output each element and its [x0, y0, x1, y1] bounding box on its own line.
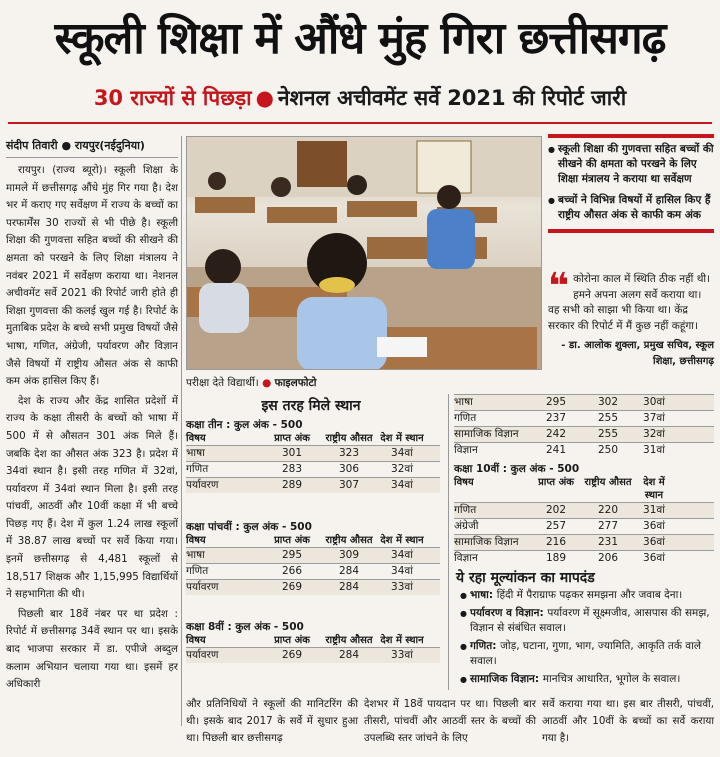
continuation-columns — [186, 696, 714, 747]
subheadline — [0, 84, 720, 112]
paragraph: और प्रतिनिधियों ने स्कूलों की मानिटरिंग की थी। इसके बाद 2017 के सर्वे में सुधार हुआ था। पिछली बार छत्तीसगढ़ — [186, 698, 358, 744]
cell-national: 277 — [597, 520, 619, 532]
cell-national: 231 — [597, 536, 619, 548]
header-subject: विषय — [186, 635, 206, 646]
table-row — [186, 477, 440, 493]
cell-rank: 34वां — [391, 479, 413, 491]
cell-subject: भाषा — [186, 447, 205, 459]
cell-subject: पर्यावरण — [186, 581, 219, 593]
table-row — [186, 445, 440, 461]
quote-text: कोरोना काल में स्थिति ठीक नहीं थी। हमने अपना अलग सर्वे कराया था। वह सभी को साझा भी किया था। केंद्र सरकार की रिपोर्ट में मैं कुछ नहीं कहूंगा। — [548, 273, 711, 332]
header-national: राष्ट्रीय औसत — [325, 535, 373, 546]
class10-table — [454, 462, 714, 566]
table-header — [186, 432, 440, 445]
subhead-rest: नेशनल अचीवमेंट सर्वे 2021 की रिपोर्ट जारी — [277, 86, 627, 110]
paragraph: पिछली बार 18वें नंबर पर था प्रदेश : रिपोर्ट में छत्तीसगढ़ 34वें स्थान पर था। इसके बाद भाजपा सरकार में डा. एपीजे अब्दुल कलाम अभियान चलाया गया था। इसमें हर अधिकारी — [6, 607, 178, 691]
table-row — [454, 410, 714, 426]
cell-rank: 31वां — [643, 504, 665, 516]
cell-national: 302 — [597, 396, 619, 408]
cell-national: 284 — [338, 581, 360, 593]
table-title: कक्षा 8वीं : कुल अंक - 500 — [186, 621, 304, 633]
divider — [8, 122, 712, 124]
evaluation-item — [460, 672, 714, 688]
cell-score: 266 — [281, 565, 303, 577]
photo-caption — [186, 376, 542, 390]
table-row — [454, 394, 714, 410]
headline: स्कूली शिक्षा में औंधे मुंह गिरा छत्तीसगढ़ — [54, 13, 666, 64]
table-row — [454, 534, 714, 550]
evaluation-title: ये रहा मूल्यांकन का मापदंड — [456, 570, 595, 586]
cell-score: 283 — [281, 463, 303, 475]
highlight-item: ● स्कूली शिक्षा की गुणवत्ता सहित बच्चों की सीखने की क्षमता को परखने के लिए शिक्षा मंत्रालय ने कराया था सर्वेक्षण — [548, 142, 714, 187]
cell-score: 301 — [281, 447, 303, 459]
header-national: राष्ट्रीय औसत — [584, 477, 632, 488]
table-row — [454, 426, 714, 442]
paragraph: सर्वे कराया गया था। इस बार तीसरी, पांचवीं, आठवीं और 10वीं के बच्चों का सर्वे कराया गया है। — [542, 698, 714, 744]
column-divider — [448, 394, 449, 690]
cell-score: 257 — [545, 520, 567, 532]
evaluation-label: भाषा: — [470, 589, 497, 601]
class8-scores-table — [454, 394, 714, 458]
table-header — [186, 634, 440, 647]
cell-rank: 34वां — [391, 565, 413, 577]
class8-table — [186, 620, 440, 663]
table-row — [186, 647, 440, 663]
cell-rank: 33वां — [391, 581, 413, 593]
cell-national: 309 — [338, 549, 360, 561]
subhead-red: 30 राज्यों से पिछड़ा — [93, 86, 252, 110]
header-rank: देश में स्थान — [380, 635, 424, 646]
cell-rank: 36वां — [643, 552, 665, 564]
highlight-item: ● बच्चों ने विभिन्न विषयों में हासिल किए हैं राष्ट्रीय औसत अंक से काफी कम अंक — [548, 193, 714, 223]
evaluation-item — [460, 639, 714, 670]
table-row — [454, 550, 714, 566]
tables-title: इस तरह मिले स्थान — [261, 398, 361, 414]
caption-text: परीक्षा देते विद्यार्थी। — [186, 377, 259, 389]
evaluation-text: मानचित्र आधारित, भूगोल के सवाल। — [542, 672, 681, 685]
cell-rank: 36वां — [643, 536, 665, 548]
cell-national: 220 — [597, 504, 619, 516]
cell-national: 206 — [597, 552, 619, 564]
table-row — [454, 442, 714, 458]
cell-subject: गणित — [186, 565, 209, 577]
cell-subject: सामाजिक विज्ञान — [454, 428, 519, 440]
header-score: प्राप्त अंक — [274, 433, 310, 444]
header-national: राष्ट्रीय औसत — [325, 635, 373, 646]
evaluation-label: गणित: — [470, 639, 501, 652]
caption-credit: फाइलफोटो — [274, 377, 317, 389]
header-rank: देश में स्थान — [643, 477, 665, 501]
header-national: राष्ट्रीय औसत — [325, 433, 373, 444]
cell-score: 189 — [545, 552, 567, 564]
cell-national: 255 — [597, 428, 619, 440]
header-subject: विषय — [186, 433, 206, 444]
cell-subject: पर्यावरण — [186, 649, 219, 661]
cell-subject: अंग्रेजी — [454, 520, 479, 532]
header-score: प्राप्त अंक — [274, 635, 310, 646]
paragraph: देशभर में 18वें पायदान पर था। पिछली बार तीसरी, पांचवीं और आठवीं स्तर के बच्चों की उपलब्धि स्तर जांचने के लिए — [364, 698, 536, 744]
table-row — [454, 518, 714, 534]
cell-rank: 31वां — [643, 444, 665, 456]
cell-score: 237 — [545, 412, 567, 424]
cell-subject: गणित — [454, 412, 477, 424]
column-divider — [181, 136, 182, 726]
table-row — [186, 461, 440, 477]
table-row — [454, 502, 714, 518]
cell-subject: विज्ञान — [454, 444, 478, 456]
cell-rank: 30वां — [643, 396, 665, 408]
header-subject: विषय — [186, 535, 206, 546]
cell-national: 255 — [597, 412, 619, 424]
cell-national: 250 — [597, 444, 619, 456]
cell-subject: भाषा — [186, 549, 205, 561]
evaluation-label: पर्यावरण व विज्ञान: — [470, 606, 548, 619]
cell-score: 289 — [281, 479, 303, 491]
header-score: प्राप्त अंक — [274, 535, 310, 546]
table-row — [186, 547, 440, 563]
table-title: कक्षा तीन : कुल अंक - 500 — [186, 419, 303, 431]
cell-score: 202 — [545, 504, 567, 516]
cell-rank: 33वां — [391, 649, 413, 661]
evaluation-label: सामाजिक विज्ञान: — [470, 672, 543, 685]
cell-score: 295 — [281, 549, 303, 561]
evaluation-item — [460, 588, 714, 604]
quote-mark-icon: ❝ — [548, 266, 570, 307]
cell-national: 284 — [338, 565, 360, 577]
cell-national: 306 — [338, 463, 360, 475]
bullet-icon: ● — [262, 377, 275, 389]
cell-subject: विज्ञान — [454, 552, 478, 564]
evaluation-list — [460, 588, 714, 689]
cell-rank: 34वां — [391, 549, 413, 561]
cell-national: 307 — [338, 479, 360, 491]
evaluation-text: हिंदी में पैराग्राफ पढ़कर समझना और जवाब देना। — [496, 589, 683, 601]
sidebar-rule — [548, 229, 714, 233]
cell-score: 269 — [281, 649, 303, 661]
cell-score: 216 — [545, 536, 567, 548]
evaluation-item — [460, 606, 714, 637]
cell-rank: 34वां — [391, 447, 413, 459]
cell-national: 284 — [338, 649, 360, 661]
classroom-photo — [186, 136, 542, 370]
header-rank: देश में स्थान — [380, 535, 424, 546]
table-title: कक्षा 10वीं : कुल अंक - 500 — [454, 463, 580, 475]
sidebar-rule — [548, 134, 714, 138]
table-row — [186, 563, 440, 579]
cell-rank: 32वां — [391, 463, 413, 475]
header-score: प्राप्त अंक — [538, 477, 574, 488]
class5-table — [186, 520, 440, 595]
cell-subject: सामाजिक विज्ञान — [454, 536, 519, 548]
table-header — [454, 476, 714, 502]
cell-subject: गणित — [186, 463, 209, 475]
evaluation-text: जोड़, घटाना, गुणा, भाग, ज्यामिति, आकृति तर्क वाले सवाल। — [470, 639, 701, 667]
bullet-icon: ● — [255, 86, 274, 110]
quote-attribution: - डा. आलोक शुक्ला, प्रमुख सचिव, स्कूल शिक्षा, छत्तीसगढ़ — [561, 340, 714, 367]
cell-score: 269 — [281, 581, 303, 593]
cell-score: 242 — [545, 428, 567, 440]
header-subject: विषय — [454, 477, 474, 488]
cell-subject: गणित — [454, 504, 477, 516]
header-rank: देश में स्थान — [380, 433, 424, 444]
cell-score: 295 — [545, 396, 567, 408]
cell-rank: 36वां — [643, 520, 665, 532]
evaluation-text: पर्यावरण में सूक्ष्मजीव, आसपास की समझ, विज्ञान से संबंधित सवाल। — [470, 606, 710, 634]
cell-national: 323 — [338, 447, 360, 459]
paragraph: देश के राज्य और केंद्र शासित प्रदेशों में राज्य के कक्षा तीसरी के बच्चों को भाषा में 500 में से औसतन 301 अंक मिले हैं। जबकि देश का औसत अंक 323 है। प्रदेश में 34वां स्थान है। इसी तरह गणित में 32वां, पर्यावरण में 34वां स्थान मिला है। इसी तरह पांचवीं, आठवीं और 10वीं कक्षा में भी बच्चे पिछड़ गए हैं। देश में कुल 1.24 लाख स्कूलों में 38.87 लाख बच्चों पर सर्वे किया गया। इनमें छत्तीसगढ़ से 4,481 स्कूलों से 18,517 शिक्षक और 1,15,995 विद्यार्थियों ने सहभागिता की थी। — [6, 394, 178, 601]
classroom-illustration — [187, 137, 542, 370]
cell-rank: 37वां — [643, 412, 665, 424]
table-header — [186, 534, 440, 547]
table-title: कक्षा पांचवीं : कुल अंक - 500 — [186, 521, 312, 533]
article-column — [6, 162, 178, 722]
highlights-sidebar — [548, 134, 714, 237]
table-row — [186, 579, 440, 595]
cell-score: 241 — [545, 444, 567, 456]
cell-subject: भाषा — [454, 396, 473, 408]
cell-rank: 32वां — [643, 428, 665, 440]
byline: संदीप तिवारी ● रायपुर(नईदुनिया) — [6, 138, 178, 158]
class3-table — [186, 418, 440, 493]
official-quote — [548, 266, 714, 369]
paragraph: रायपुर। (राज्य ब्यूरो)। स्कूली शिक्षा के मामले में छत्तीसगढ़ औंधे मुंह गिर गया है। देश भर में कराए गए सर्वेक्षण में राज्य के बच्चों का परफार्मेंस 30 राज्यों से भी पीछे है। स्कूली शिक्षा की गुणवत्ता सहित बच्चों की सीखने की क्षमता को परखने के लिए शिक्षा मंत्रालय ने नवंबर 2021 में सर्वेक्षण कराया था। नेशनल अचीवमेंट सर्वे 2021 की रिपोर्ट जारी होते ही शिक्षा गुणवत्ता की कलई खुल गई है। रिपोर्ट के मुताबिक प्रदेश के बच्चे सभी प्रमुख विषयों जैसे भाषा, गणित, अंग्रेजी, पर्यावरण और विज्ञान जैसे विषयों में राष्ट्रीय औसत अंक से काफी कम अंक हासिल किए हैं। — [6, 164, 178, 388]
cell-subject: पर्यावरण — [186, 479, 219, 491]
